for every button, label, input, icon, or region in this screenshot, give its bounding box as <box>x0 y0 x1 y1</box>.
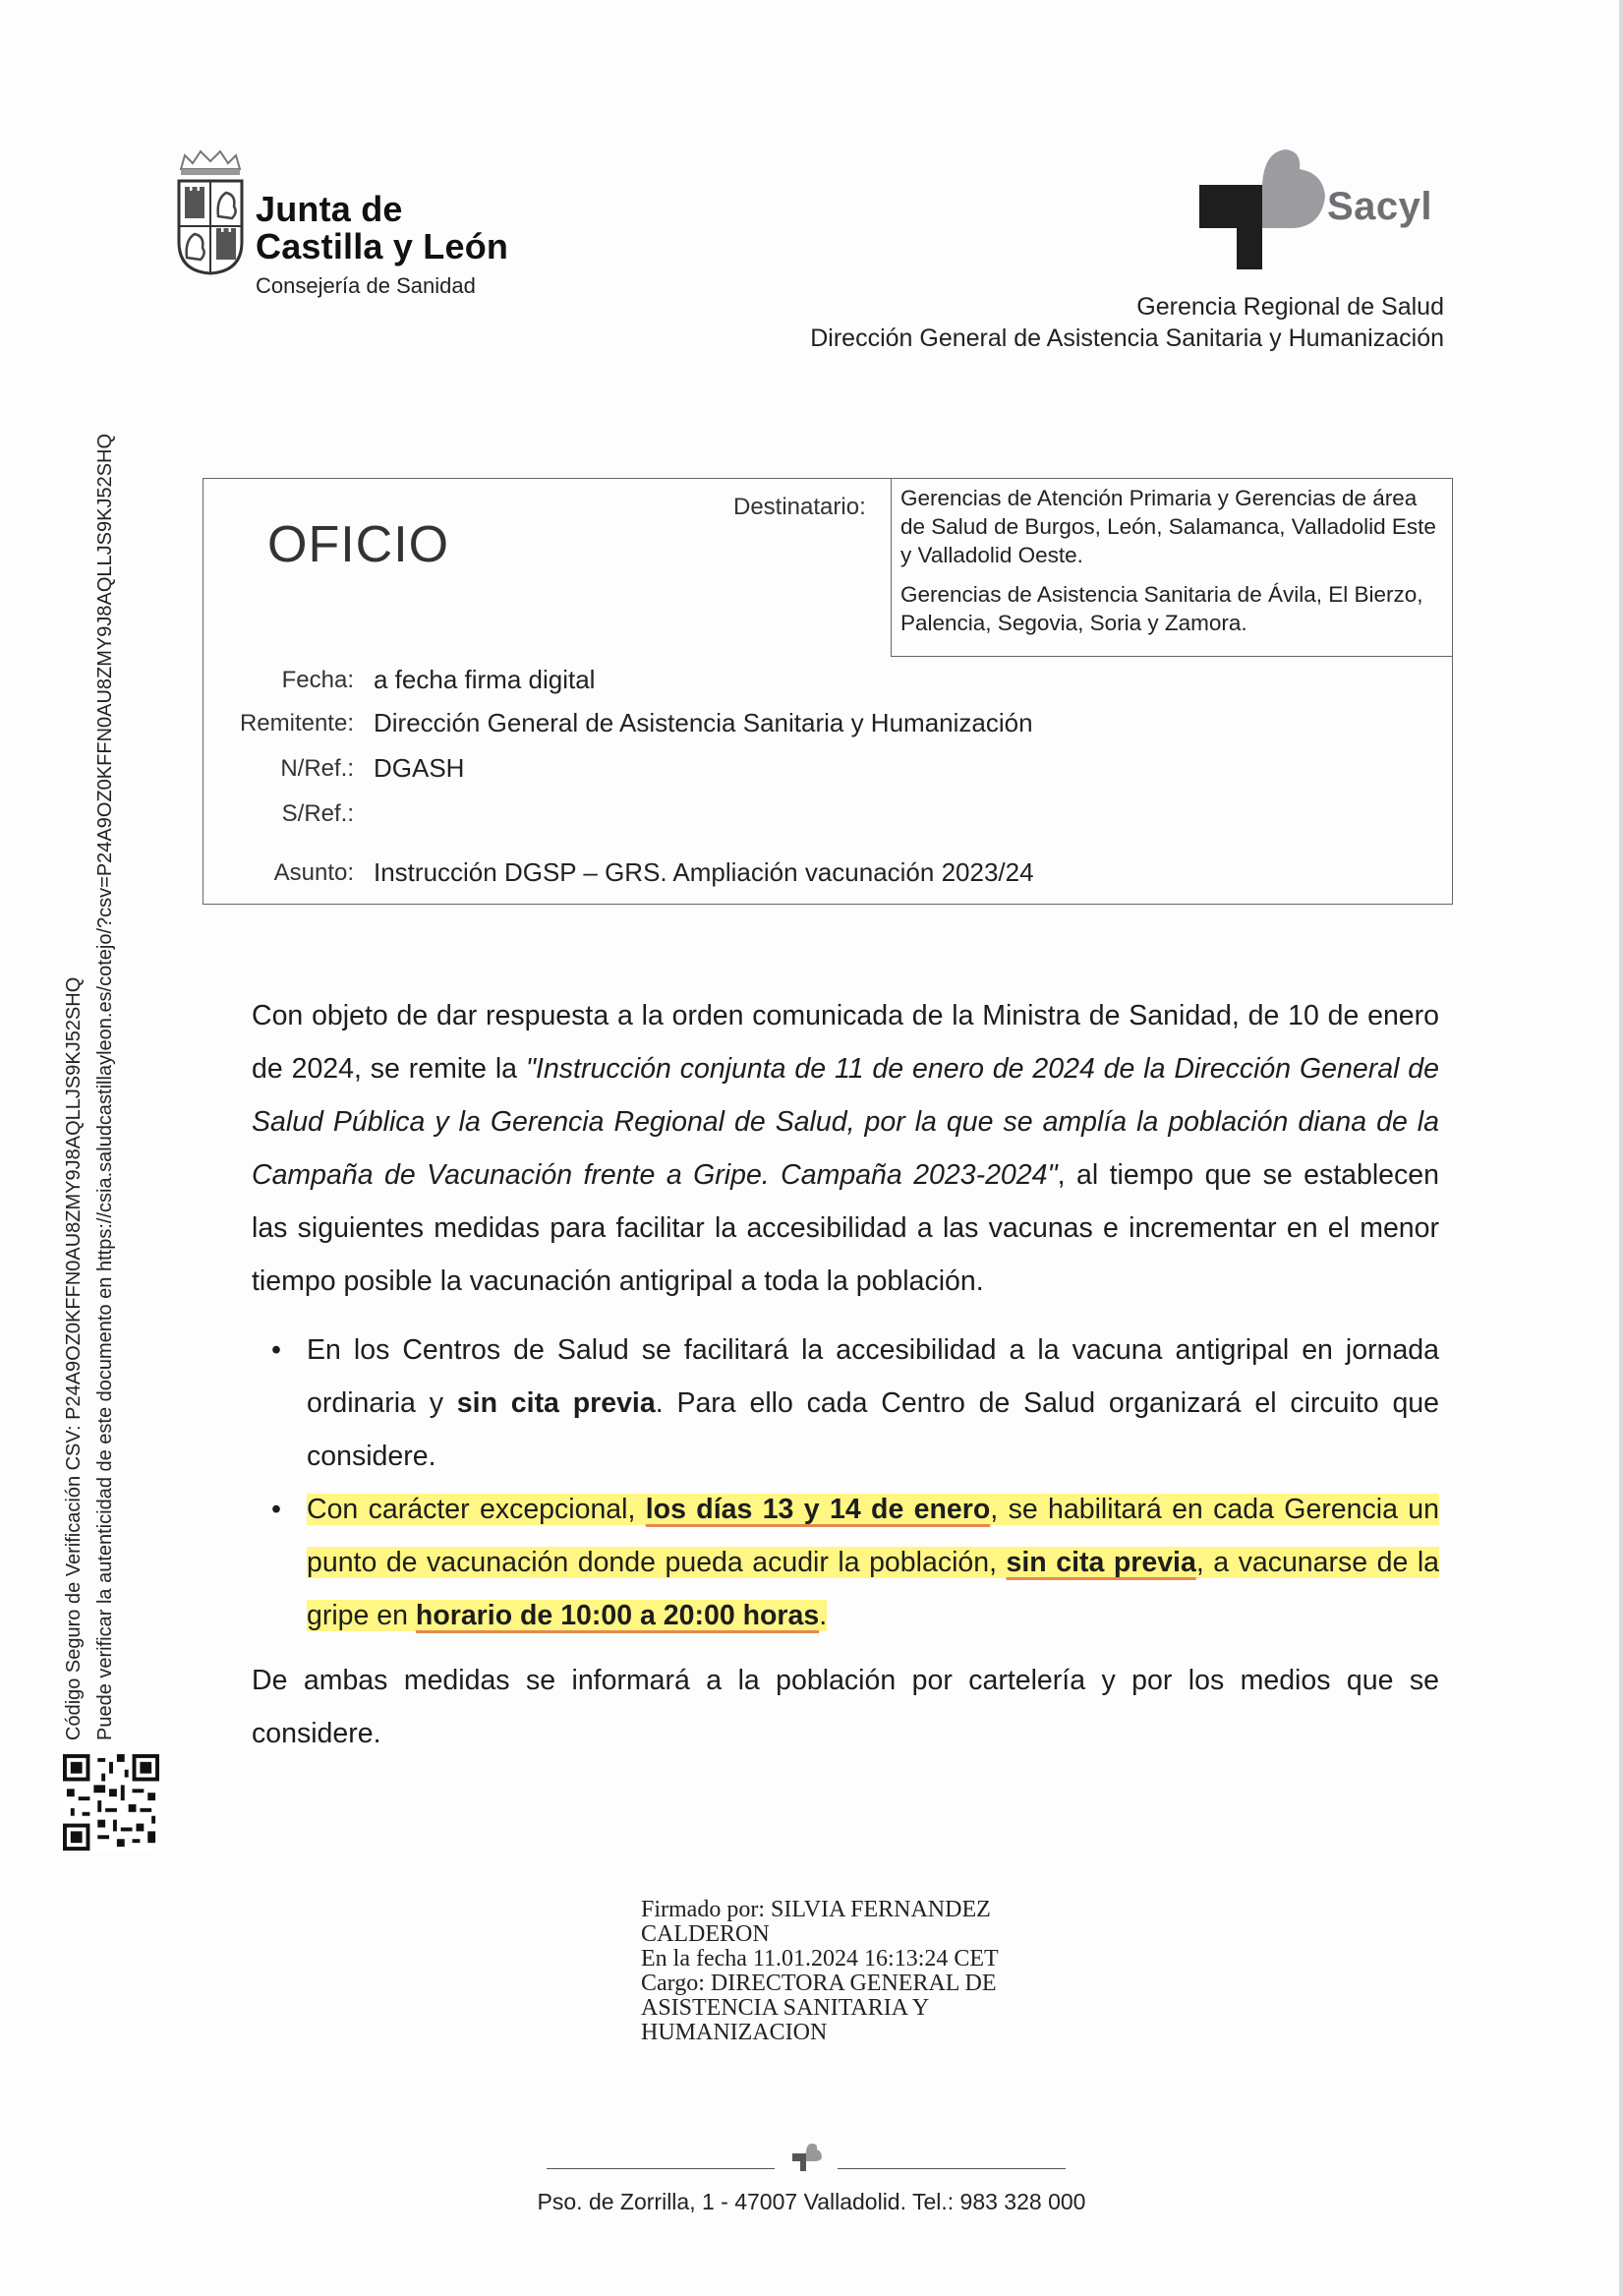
measures-list <box>271 1324 1439 1642</box>
direccion-general: Dirección General de Asistencia Sanitaria y Humanización <box>810 324 1444 352</box>
junta-name-line1: Junta de <box>256 189 403 229</box>
destinatario-asistencia: Gerencias de Asistencia Sanitaria de Ávila, El Bierzo, Palencia, Segovia, Soria y Zamora. <box>900 582 1423 635</box>
remitente-value: Dirección General de Asistencia Sanitaria y Humanización <box>374 708 1033 737</box>
csv-code-text: Código Seguro de Verificación CSV: P24A9OZ0KFFN0AU8ZMY9J8AQLLJS9KJ52SHQ <box>63 976 85 1740</box>
destinatario-primaria: Gerencias de Atención Primaria y Gerencias de área de Salud de Burgos, León, Salamanca, Valladolid Este y Valladolid Oeste. <box>900 486 1436 567</box>
closing-paragraph: De ambas medidas se informará a la población por cartelería y por los medios que se considere. <box>252 1665 1439 1749</box>
sacyl-cross-icon <box>1199 146 1327 269</box>
fecha-label: Fecha: <box>281 667 354 693</box>
qr-code-icon <box>63 1754 159 1851</box>
instruccion-title: "Instrucción conjunta de 11 de enero de 2024 de la Dirección General de Salud Pública y la Gerencia Regional de Salud, por la que se amplía la población diana de la Campaña de Vacunación frente a Gripe. Campaña 2023-2024" <box>252 1053 1439 1191</box>
sacyl-cross-icon <box>788 2140 824 2175</box>
b1-bold: sin cita previa <box>456 1387 656 1419</box>
list-item <box>271 1483 1439 1642</box>
sacyl-logo <box>1199 146 1445 273</box>
intro-text-b: , al tiempo que se establecen las siguientes medidas para facilitar la accesibilidad a las vacunas e incrementar en el menor tiempo posible la vacunación antigripal a toda la población. <box>252 1159 1439 1297</box>
junta-name-line2: Castilla y León <box>256 226 509 266</box>
signature-line: En la fecha 11.01.2024 16:13:24 CET <box>641 1946 999 1972</box>
sref-label: S/Ref.: <box>281 800 354 827</box>
fecha-value: a fecha firma digital <box>374 665 596 694</box>
signature-line: CALDERON <box>641 1921 770 1947</box>
digital-signature <box>641 1898 999 2045</box>
b1-text-a: En los Centros de Salud se facilitará la accesibilidad a la vacuna antigripal en jornada ordinaria y <box>307 1334 1439 1419</box>
b2-bold-horario: horario de 10:00 a 20:00 horas <box>415 1600 820 1631</box>
b1-text-b: . Para ello cada Centro de Salud organizará el circuito que considere. <box>307 1387 1440 1472</box>
consejeria-label: Consejería de Sanidad <box>256 273 476 298</box>
intro-paragraph <box>252 989 1439 1308</box>
footer-address: Pso. de Zorrilla, 1 - 47007 Valladolid. Tel.: 983 328 000 <box>537 2189 1086 2214</box>
junta-name <box>256 191 508 265</box>
signature-line: ASISTENCIA SANITARIA Y <box>641 1995 930 2021</box>
signature-line: Cargo: DIRECTORA GENERAL DE <box>641 1971 997 1996</box>
nref-label: N/Ref.: <box>280 755 354 782</box>
signature-line: HUMANIZACION <box>641 2020 828 2045</box>
gerencia-regional: Gerencia Regional de Salud <box>1136 293 1444 321</box>
footer-divider <box>838 2168 1066 2169</box>
asunto-value: Instrucción DGSP – GRS. Ampliación vacunación 2023/24 <box>374 857 1034 887</box>
signature-line: Firmado por: SILVIA FERNANDEZ <box>641 1897 991 1922</box>
list-item <box>271 1324 1439 1483</box>
junta-castilla-leon-logo <box>175 147 529 305</box>
destinatario-label: Destinatario: <box>733 494 866 520</box>
asunto-label: Asunto: <box>273 859 354 886</box>
b2-text-d: . <box>819 1600 828 1631</box>
b2-bold-sin-cita: sin cita previa <box>1006 1547 1196 1578</box>
scan-edge <box>1619 0 1623 2296</box>
nref-value: DGASH <box>374 753 465 783</box>
b2-text-b: , se habilitará en cada Gerencia un punto de vacunación donde pueda acudir la población, <box>307 1494 1440 1578</box>
csv-verify-url: Puede verificar la autenticidad de este documento en https://csia.saludcastillayleon.es/cotejo/?csv=P24A9OZ0KFFN0AU8ZMY9J8AQLLJS9KJ52SHQ <box>94 433 116 1740</box>
b2-text-c: , a vacunarse de la gripe en <box>307 1547 1439 1631</box>
footer-divider <box>547 2168 775 2169</box>
b2-text-a: Con carácter excepcional, <box>307 1494 646 1525</box>
coat-of-arms-icon <box>175 147 246 277</box>
intro-text-a: Con objeto de dar respuesta a la orden comunicada de la Ministra de Sanidad, de 10 de enero de 2024, se remite la <box>252 1000 1439 1085</box>
remitente-label: Remitente: <box>239 710 354 736</box>
oficio-title: OFICIO <box>267 516 450 573</box>
sacyl-wordmark: Sacyl <box>1327 185 1433 228</box>
b2-bold-dates: los días 13 y 14 de enero <box>645 1494 991 1525</box>
